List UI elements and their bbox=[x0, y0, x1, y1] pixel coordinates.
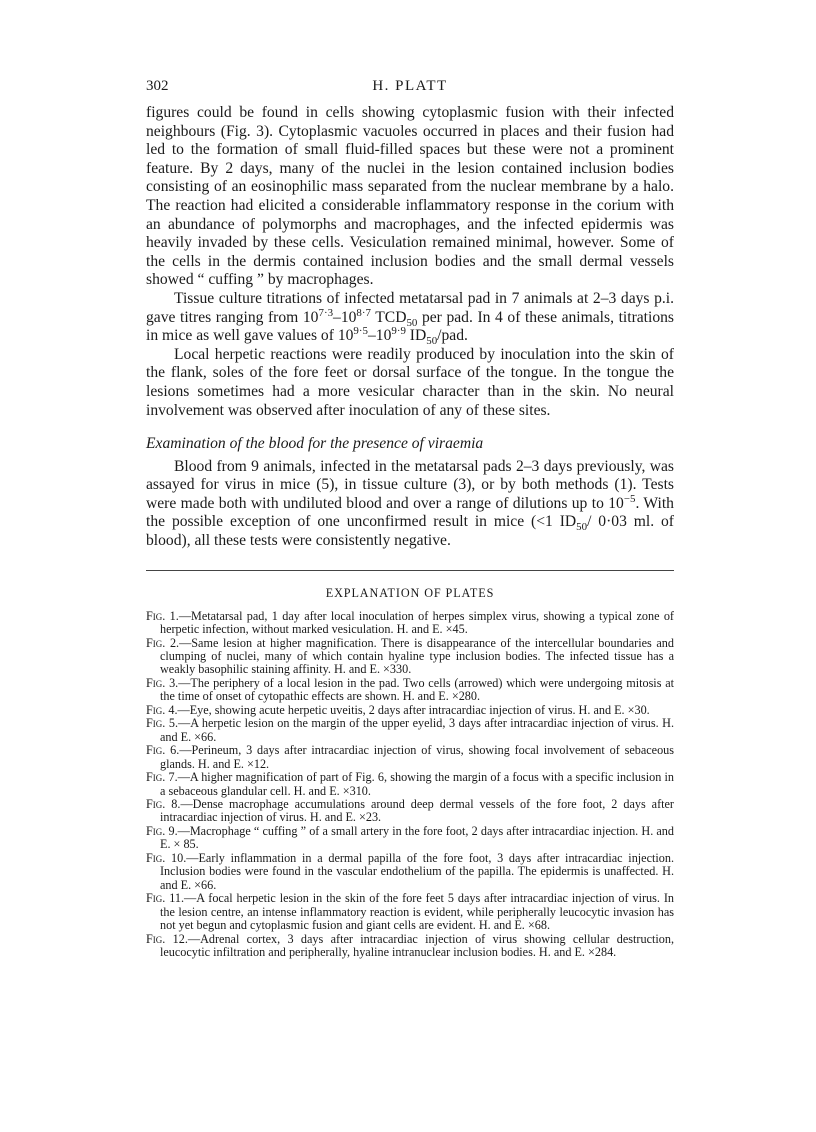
figure-caption: Fig. 12.—Adrenal cortex, 3 days after intracardiac injection of virus showing cellular destruction, leucocytic infiltration and peripherally, hyaline intranuclear inclusion bodies. H. and E. ×284. bbox=[146, 931, 674, 959]
figure-caption: Fig. 5.—A herpetic lesion on the margin of the upper eyelid, 3 days after intracardiac injection of virus. H. and E. ×66. bbox=[146, 716, 675, 744]
figure-caption: Fig. 6.—Perineum, 3 days after intracardiac injection of virus, showing focal involvement of sebaceous glands. H. and E. ×12. bbox=[146, 743, 674, 771]
figure-caption: Fig. 3.—The periphery of a local lesion in the pad. Two cells (arrowed) which were undergoing mitosis at the time of onset of cytopathic effects are shown. H. and E. ×280. bbox=[146, 675, 674, 704]
figure-label: Fig. 4. bbox=[146, 702, 178, 717]
figure-label: Fig. 1. bbox=[146, 608, 179, 623]
body-text bbox=[146, 104, 674, 551]
paragraph-titration: Tissue culture titrations of infected metatarsal pad in 7 animals at 2–3 days p.i. gave titres ranging from $10^{7\cdot 3}-10^{8\cdot 7}$ $TCD_{50}$ per pad. In 4 of these animals, titrations in mice as well gave values of $10^{9\cdot 5}-10^{9\cdot 9}$ $ID_{50}$/pad. bbox=[146, 289, 675, 348]
plate-captions bbox=[146, 610, 674, 960]
figure-label: Fig. 10. bbox=[146, 850, 187, 865]
figure-caption: Fig. 7.—A higher magnification of part of Fig. 6, showing the margin of a focus with a specific inclusion in a sebaceous glandular cell. H. and E. ×310. bbox=[146, 770, 674, 798]
paragraph-blood-assay: Blood from 9 animals, infected in the metatarsal pads 2–3 days previously, was assayed for virus in mice (5), in tissue culture (3), or by both methods (1). Tests were made both with undiluted blood and over a range of dilutions up to $10^{-5}$. With the possible exception of one unconfirmed result in mice (<1 $ID_{50}/$ 0·03 ml. of blood), all these tests were consistently negative. bbox=[146, 457, 674, 550]
figure-label: Fig. 9. bbox=[146, 823, 178, 838]
paragraph-continued: figures could be found in cells showing cytoplasmic fusion with their infected neighbours (Fig. 3). Cytoplasmic vacuoles occurred in places and their fusion had led to the formation of small fluid-filled spaces but these were not a prominent feature. By 2 days, many of the nuclei in the lesion contained inclusion bodies consisting of an eosinophilic mass separated from the nuclear membrane by a halo. The reaction had elicited a considerable inflammatory response in the corium with an abundance of polymorphs and macrophages, and the infected epidermis was heavily invaded by these cells. Vesiculation remained minimal, however. Some of the cells in the dermis contained inclusion bodies and the small dermal vessels showed “ cuffing ” by macrophages. bbox=[146, 104, 674, 289]
figure-caption: Fig. 11.—A focal herpetic lesion in the skin of the fore feet 5 days after intracardiac injection of virus. In the lesion centre, an intense inflammatory reaction is evident, while peripherally leucocytic invasion has not yet begun and cytoplasmic fusion and giant cells are evident. H. and E. ×68. bbox=[146, 891, 674, 933]
figure-label: Fig. 8. bbox=[146, 797, 181, 811]
figure-label: Fig. 2. bbox=[146, 635, 180, 650]
figure-label: Fig. 12. bbox=[146, 931, 188, 946]
figure-caption: Fig. 9.—Macrophage “ cuffing ” of a small artery in the fore foot, 2 days after intracardiac injection. H. and E. × 85. bbox=[146, 823, 674, 852]
figure-caption: Fig. 10.—Early inflammation in a dermal papilla of the fore foot, 3 days after intracardiac injection. Inclusion bodies were found in the vascular endothelium of the papilla. The epidermis is unaffected. H. and E. ×66. bbox=[146, 850, 674, 892]
section-heading: Examination of the blood for the presence of viraemia bbox=[146, 435, 484, 453]
figure-label: Fig. 6. bbox=[146, 743, 180, 758]
figure-label: Fig. 11. bbox=[146, 891, 185, 906]
figure-caption: Fig. 8.—Dense macrophage accumulations around deep dermal vessels of the fore foot, 2 days after intracardiac injection of virus. H. and E. ×23. bbox=[146, 797, 674, 825]
figure-caption: Fig. 4.—Eye, showing acute herpetic uveitis, 2 days after intracardiac injection of virus. H. and E. ×30. bbox=[146, 702, 650, 717]
running-head-author: H. PLATT bbox=[372, 78, 448, 94]
figure-label: Fig. 5. bbox=[146, 716, 178, 731]
figure-label: Fig. 7. bbox=[146, 770, 178, 785]
page-number: 302 bbox=[146, 78, 169, 94]
running-head bbox=[146, 78, 674, 104]
paragraph-local-reactions: Local herpetic reactions were readily produced by inoculation into the skin of the flank, soles of the fore feet or dorsal surface of the tongue. In the tongue the lesions sometimes had a more vesicular character than in the skin. No neural involvement was observed after inoculation of any of these sites. bbox=[146, 345, 674, 419]
figure-caption: Fig. 1.—Metatarsal pad, 1 day after local inoculation of herpes simplex virus, showing a typical zone of herpetic infection, without marked vesiculation. H. and E. ×45. bbox=[146, 608, 674, 637]
section-divider bbox=[146, 570, 674, 571]
figure-caption: Fig. 2.—Same lesion at higher magnification. There is disappearance of the intercellular boundaries and clumping of nuclei, many of which contain hyaline type inclusion bodies. The infected tissue has a weakly basophilic staining affinity. H. and E. ×330. bbox=[146, 635, 674, 677]
plates-heading: EXPLANATION OF PLATES bbox=[325, 585, 495, 600]
figure-label: Fig. 3. bbox=[146, 675, 179, 690]
page bbox=[146, 78, 674, 959]
